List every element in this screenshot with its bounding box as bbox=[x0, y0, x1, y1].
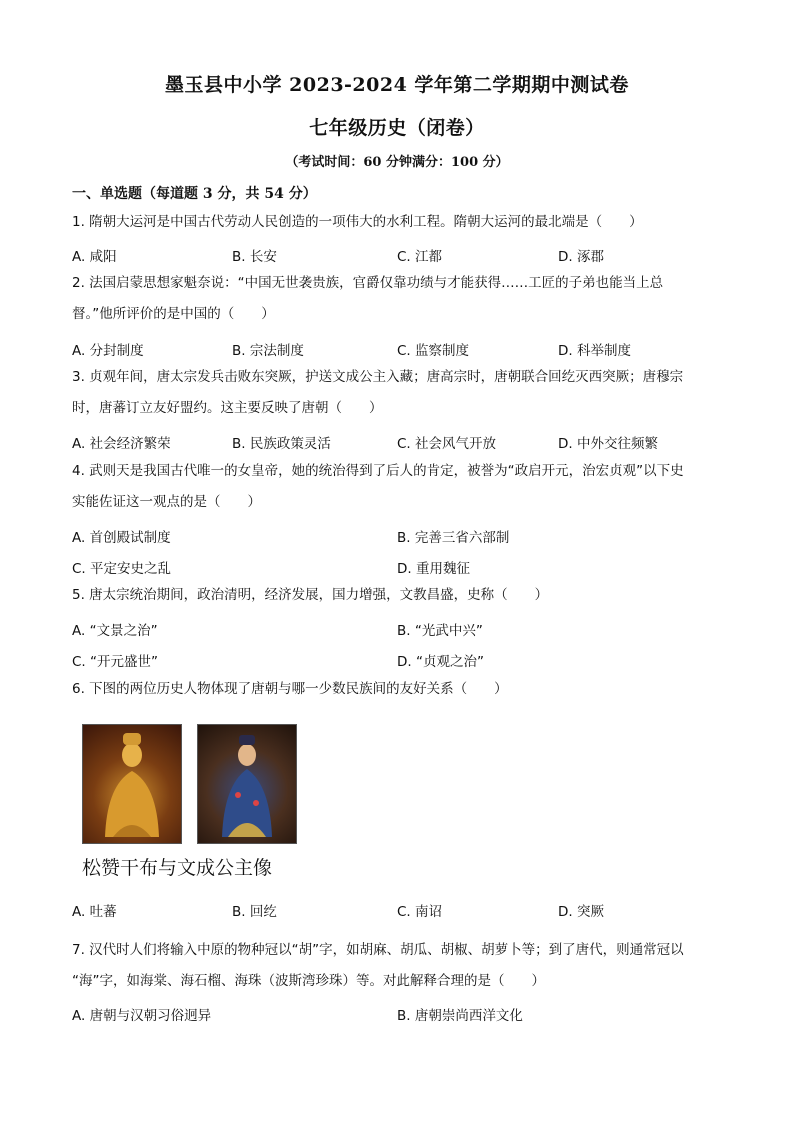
question-5 bbox=[72, 580, 732, 611]
figure-caption: 松赞干布与文成公主像 bbox=[82, 857, 273, 879]
option-d[interactable]: D. 中外交往频繁 bbox=[558, 436, 658, 452]
question-text: 时，唐蕃订立友好盟约。这主要反映了唐朝（ ） bbox=[72, 400, 383, 416]
option-d[interactable]: D. 重用魏征 bbox=[397, 561, 470, 577]
option-b[interactable]: B. 完善三省六部制 bbox=[397, 530, 510, 546]
question-text: 6. 下图的两位历史人物体现了唐朝与哪一少数民族间的友好关系（ ） bbox=[72, 681, 508, 697]
question-text: 实能佐证这一观点的是（ ） bbox=[72, 494, 261, 510]
question-1 bbox=[72, 207, 732, 238]
option-d[interactable]: D. 突厥 bbox=[558, 904, 604, 920]
question-text: 4. 武则天是我国古代唯一的女皇帝，她的统治得到了后人的肯定，被誉为“政启开元，治宏贞观”以下史 bbox=[72, 463, 684, 479]
option-b[interactable]: B. 长安 bbox=[232, 249, 277, 265]
option-c[interactable]: C. 平定安史之乱 bbox=[72, 561, 172, 577]
exam-subtitle: 七年级历史（闭卷） bbox=[309, 117, 485, 139]
question-text: 7. 汉代时人们将输入中原的物种冠以“胡”字，如胡麻、胡瓜、胡椒、胡萝卜等；到了唐代，则通常冠以 bbox=[72, 942, 684, 958]
option-c[interactable]: C. 社会风气开放 bbox=[397, 436, 497, 452]
option-b[interactable]: B. 回纥 bbox=[232, 904, 277, 920]
option-a[interactable]: A. 吐蕃 bbox=[72, 904, 117, 920]
option-c[interactable]: C. “开元盛世” bbox=[72, 654, 158, 670]
option-d[interactable]: D. 科举制度 bbox=[558, 343, 631, 359]
option-b[interactable]: B. “光武中兴” bbox=[397, 623, 483, 639]
option-c[interactable]: C. 江都 bbox=[397, 249, 443, 265]
options-4a bbox=[72, 526, 732, 546]
question-3 bbox=[72, 362, 732, 424]
option-a[interactable]: A. 首创殿试制度 bbox=[72, 530, 171, 546]
songtsen-gampo-statue-image bbox=[82, 724, 182, 844]
section-title: 一、单选题（每道题 3 分，共 54 分） bbox=[72, 186, 317, 202]
option-c[interactable]: C. 南诏 bbox=[397, 904, 443, 920]
question-7 bbox=[72, 935, 732, 997]
exam-meta: （考试时间：60 分钟满分：100 分） bbox=[285, 155, 509, 170]
options-1 bbox=[72, 245, 732, 265]
question-6 bbox=[72, 674, 732, 705]
option-d[interactable]: D. “贞观之治” bbox=[397, 654, 484, 670]
option-a[interactable]: A. 咸阳 bbox=[72, 249, 117, 265]
historical-figures-image bbox=[82, 724, 297, 844]
question-text: 1. 隋朝大运河是中国古代劳动人民创造的一项伟大的水利工程。隋朝大运河的最北端是（ ） bbox=[72, 214, 643, 230]
option-d[interactable]: D. 涿郡 bbox=[558, 249, 604, 265]
question-text: 3. 贞观年间，唐太宗发兵击败东突厥，护送文成公主入藏；唐高宗时，唐朝联合回纥灭西突厥；唐穆宗 bbox=[72, 369, 684, 385]
question-text: 2. 法国启蒙思想家魁奈说：“中国无世袭贵族，官爵仅靠功绩与才能获得……工匠的子弟也能当上总 bbox=[72, 275, 664, 291]
option-b[interactable]: B. 宗法制度 bbox=[232, 343, 304, 359]
option-a[interactable]: A. 唐朝与汉朝习俗迥异 bbox=[72, 1008, 212, 1024]
options-5b bbox=[72, 650, 732, 670]
options-2 bbox=[72, 339, 732, 359]
option-b[interactable]: B. 民族政策灵活 bbox=[232, 436, 331, 452]
options-3 bbox=[72, 432, 732, 452]
option-b[interactable]: B. 唐朝崇尚西洋文化 bbox=[397, 1008, 523, 1024]
option-a[interactable]: A. 分封制度 bbox=[72, 343, 144, 359]
options-6 bbox=[72, 900, 732, 920]
options-7 bbox=[72, 1004, 732, 1024]
option-c[interactable]: C. 监察制度 bbox=[397, 343, 470, 359]
question-2 bbox=[72, 268, 732, 330]
options-4b bbox=[72, 557, 732, 577]
options-5a bbox=[72, 619, 732, 639]
question-text: “海”字，如海棠、海石榴、海珠（波斯湾珍珠）等。对此解释合理的是（ ） bbox=[72, 973, 545, 989]
option-a[interactable]: A. 社会经济繁荣 bbox=[72, 436, 171, 452]
question-text: 督。”他所评价的是中国的（ ） bbox=[72, 306, 275, 322]
exam-title: 墨玉县中小学 2023-2024 学年第二学期期中测试卷 bbox=[165, 74, 629, 96]
princess-wencheng-statue-image bbox=[197, 724, 297, 844]
question-text: 5. 唐太宗统治期间，政治清明，经济发展，国力增强，文教昌盛，史称（ ） bbox=[72, 587, 549, 603]
option-a[interactable]: A. “文景之治” bbox=[72, 623, 158, 639]
question-4 bbox=[72, 456, 732, 518]
